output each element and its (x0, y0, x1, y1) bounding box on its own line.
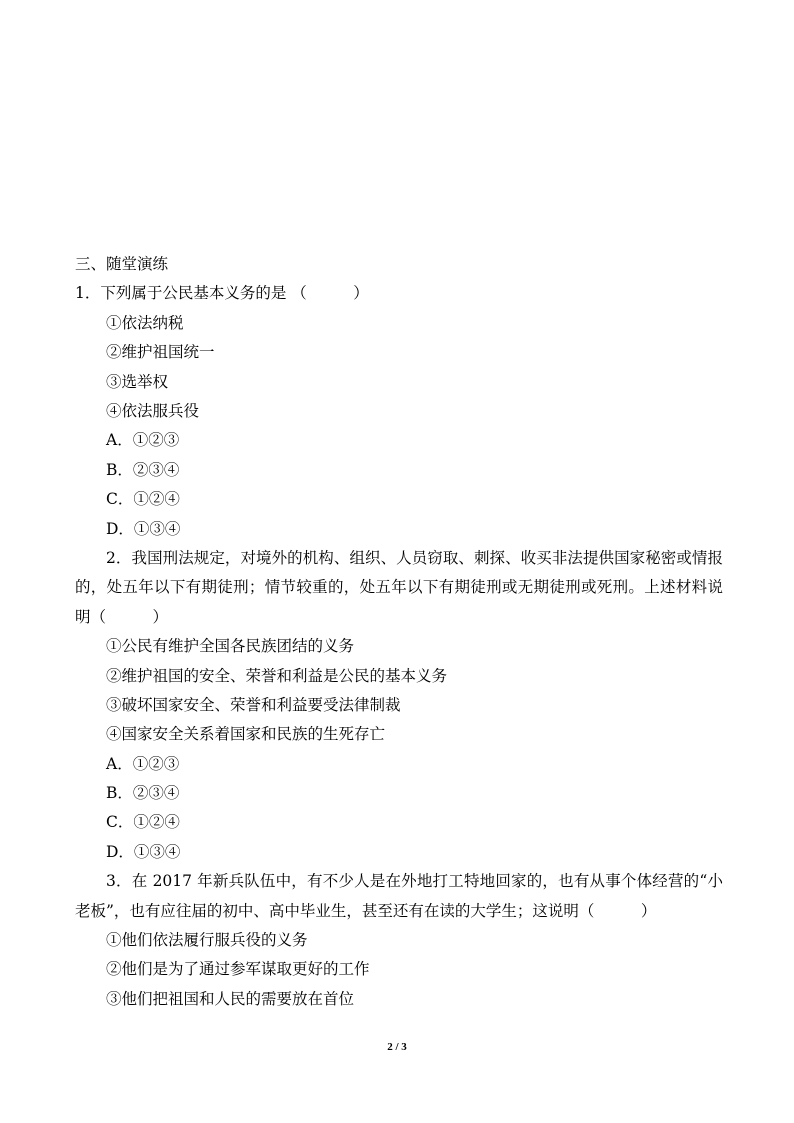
statement-item: ①公民有维护全国各民族团结的义务 (106, 637, 355, 656)
statement-item: ③他们把祖国和人民的需要放在首位 (106, 989, 355, 1008)
answer-option: D．①③④ (106, 842, 181, 861)
statement-item: ①依法纳税 (106, 313, 184, 332)
statement-item: ①他们依法履行服兵役的义务 (106, 931, 308, 950)
statement-item: ②维护祖国的安全、荣誉和利益是公民的基本义务 (106, 666, 448, 685)
question-2 (75, 544, 723, 867)
answer-option: C．①②④ (106, 490, 180, 509)
question-stem: 2．我国刑法规定，对境外的机构、组织、人员窃取、刺探、收买非法提供国家秘密或情报的，处五年以下有期徒刑；情节较重的，处五年以下有期徒刑或无期徒刑或死刑。上述材料说明（ ） (75, 548, 723, 626)
statement-item: ④国家安全关系着国家和民族的生死存亡 (106, 725, 386, 744)
answer-option: B．②③④ (106, 460, 180, 479)
question-stem: 1．下列属于公民基本义务的是 （ ） (75, 284, 369, 303)
answer-option: B．②③④ (106, 784, 180, 803)
exercise-content (75, 250, 723, 1014)
answer-option: D．①③④ (106, 519, 181, 538)
statement-item: ②他们是为了通过参军谋取更好的工作 (106, 960, 370, 979)
answer-option: C．①②④ (106, 813, 180, 832)
answer-option: A．①②③ (106, 754, 180, 773)
question-1 (75, 279, 723, 544)
statement-item: ③选举权 (106, 372, 169, 391)
statement-item: ④依法服兵役 (106, 401, 200, 420)
question-3 (75, 867, 723, 1014)
statement-item: ③破坏国家安全、荣誉和利益要受法律制裁 (106, 695, 401, 714)
statement-item: ②维护祖国统一 (106, 343, 215, 362)
section-title: 三、随堂演练 (75, 255, 169, 273)
page-number: 2 / 3 (387, 1041, 407, 1053)
question-stem: 3．在 2017 年新兵队伍中，有不少人是在外地打工特地回家的，也有从事个体经营的“小老板”，也有应往届的初中、高中毕业生，甚至还有在读的大学生；这说明（ ） (75, 872, 723, 920)
answer-option: A．①②③ (106, 431, 180, 450)
